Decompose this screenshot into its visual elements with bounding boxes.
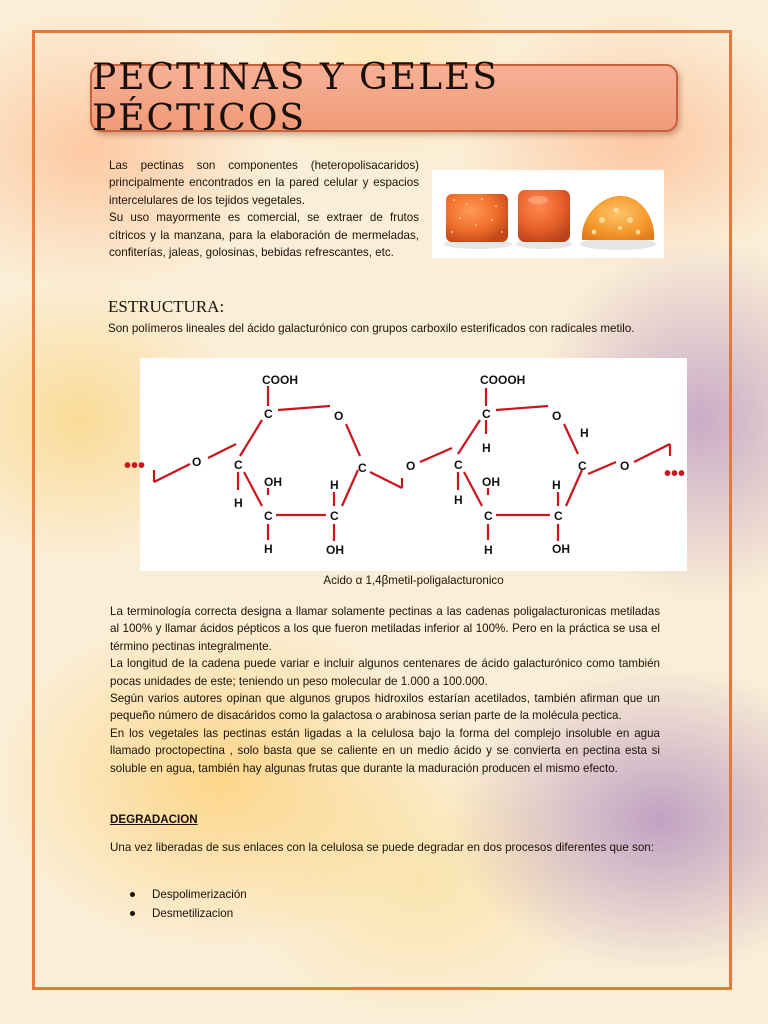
body-paragraph: Según varios autores opinan que algunos grupos hidroxilos estarían acetilados, también afirman que un pequeño número de disacáridos como la galactosa o arabinosa serian parte de la molécula pectica.	[110, 692, 660, 723]
body-paragraph: La longitud de la cadena puede variar e incluir algunos centenares de ácido galacturónico como también pocas unidades de este; teniendo un peso molecular de 1.000 a 100.000.	[110, 657, 660, 688]
diagram-caption: Acido α 1,4βmetil-poligalacturonico	[323, 574, 504, 587]
ring2-carbon: C	[454, 458, 463, 472]
ring2-carboxyl: COOOH	[480, 373, 526, 387]
list-item-label: Desmetilizacion	[152, 907, 234, 920]
right-chain-dots: •••	[664, 463, 686, 485]
ring1-hydrogen: H	[330, 478, 339, 492]
ring1-carbon: C	[264, 509, 273, 523]
jelly-cube-sugared	[446, 194, 508, 242]
intro-paragraph: Su uso mayormente es comercial, se extraer de frutos cítricos y la manzana, para la elaboración de mermeladas, confiterías, jaleas, golosinas, bebidas refrescantes, etc.	[109, 211, 419, 260]
ring2-oxygen: O	[552, 409, 562, 423]
ring1-hydroxyl: OH	[264, 475, 282, 489]
degradacion-heading: DEGRADACION	[110, 813, 198, 826]
body-paragraph: La terminología correcta designa a llamar solamente pectinas a las cadenas poligalacturonicas metiladas al 100% y llamar ácidos pépticos a los que fueron metiladas inferior al 100%. Pero en la práctica se usa el término pectinas integralmente.	[110, 605, 660, 653]
main-text	[110, 603, 660, 777]
ring2-hydroxyl: OH	[552, 542, 570, 556]
ring1-carbon: C	[264, 407, 273, 421]
bridge-oxygen: O	[620, 459, 630, 473]
degradacion-list	[130, 885, 247, 923]
ring2-carbon: C	[484, 509, 493, 523]
chain-dots	[124, 455, 685, 485]
ring2-hydrogen: H	[454, 493, 463, 507]
ring1-carboxyl: COOH	[262, 373, 298, 387]
bridge-oxygen: O	[192, 455, 202, 469]
ring1-oxygen: O	[334, 409, 344, 423]
estructura-body: Son polímeros lineales del ácido galacturónico con grupos carboxilo esterificados con radicales metilo.	[108, 322, 635, 335]
ring2-hydrogen: H	[580, 426, 589, 440]
ring1-carbon: C	[330, 509, 339, 523]
ring1-hydroxyl: OH	[326, 543, 344, 557]
ring1-carbon: C	[234, 458, 243, 472]
list-item	[130, 885, 247, 904]
title-banner	[90, 57, 678, 139]
ring1-carbon: C	[358, 461, 367, 475]
polygalacturonic-acid-diagram	[124, 358, 687, 571]
ring2-hydroxyl: OH	[482, 475, 500, 489]
intro-paragraph: Las pectinas son componentes (heteropolisacaridos) principalmente encontrados en la pared celular y espacios intercelulares de los tejidos vegetales.	[109, 159, 419, 207]
list-item	[130, 904, 247, 923]
ring1-hydrogen: H	[234, 496, 243, 510]
degradacion-body: Una vez liberadas de sus enlaces con la celulosa se puede degradar en dos procesos diferentes que son:	[110, 841, 654, 854]
pectin-jelly-photo	[432, 170, 664, 258]
page-title: PECTINAS Y GELES PÉCTICOS	[92, 57, 499, 139]
ring2-carbon: C	[554, 509, 563, 523]
bridge-oxygen: O	[406, 459, 416, 473]
left-chain-dots: •••	[124, 455, 146, 477]
estructura-heading: ESTRUCTURA:	[108, 297, 225, 316]
ring2-hydrogen: H	[482, 441, 491, 455]
ring2-carbon: C	[578, 459, 587, 473]
ring2-hydrogen: H	[552, 478, 561, 492]
intro-text	[109, 157, 419, 261]
ring2-carbon: C	[482, 407, 491, 421]
body-paragraph: En los vegetales las pectinas están ligadas a la celulosa bajo la forma del complejo insoluble en agua llamado proctopectina , solo basta que se caliente en un medio ácido y se convierta en pectina esta si soluble en agua, también hay algunas frutas que durante la maduración producen el mismo efecto.	[110, 726, 660, 775]
ring2-hydrogen: H	[484, 543, 493, 557]
list-item-label: Despolimerización	[152, 888, 247, 901]
bullet-icon	[130, 911, 135, 916]
bullet-icon	[130, 892, 135, 897]
ring1-hydrogen: H	[264, 542, 273, 556]
